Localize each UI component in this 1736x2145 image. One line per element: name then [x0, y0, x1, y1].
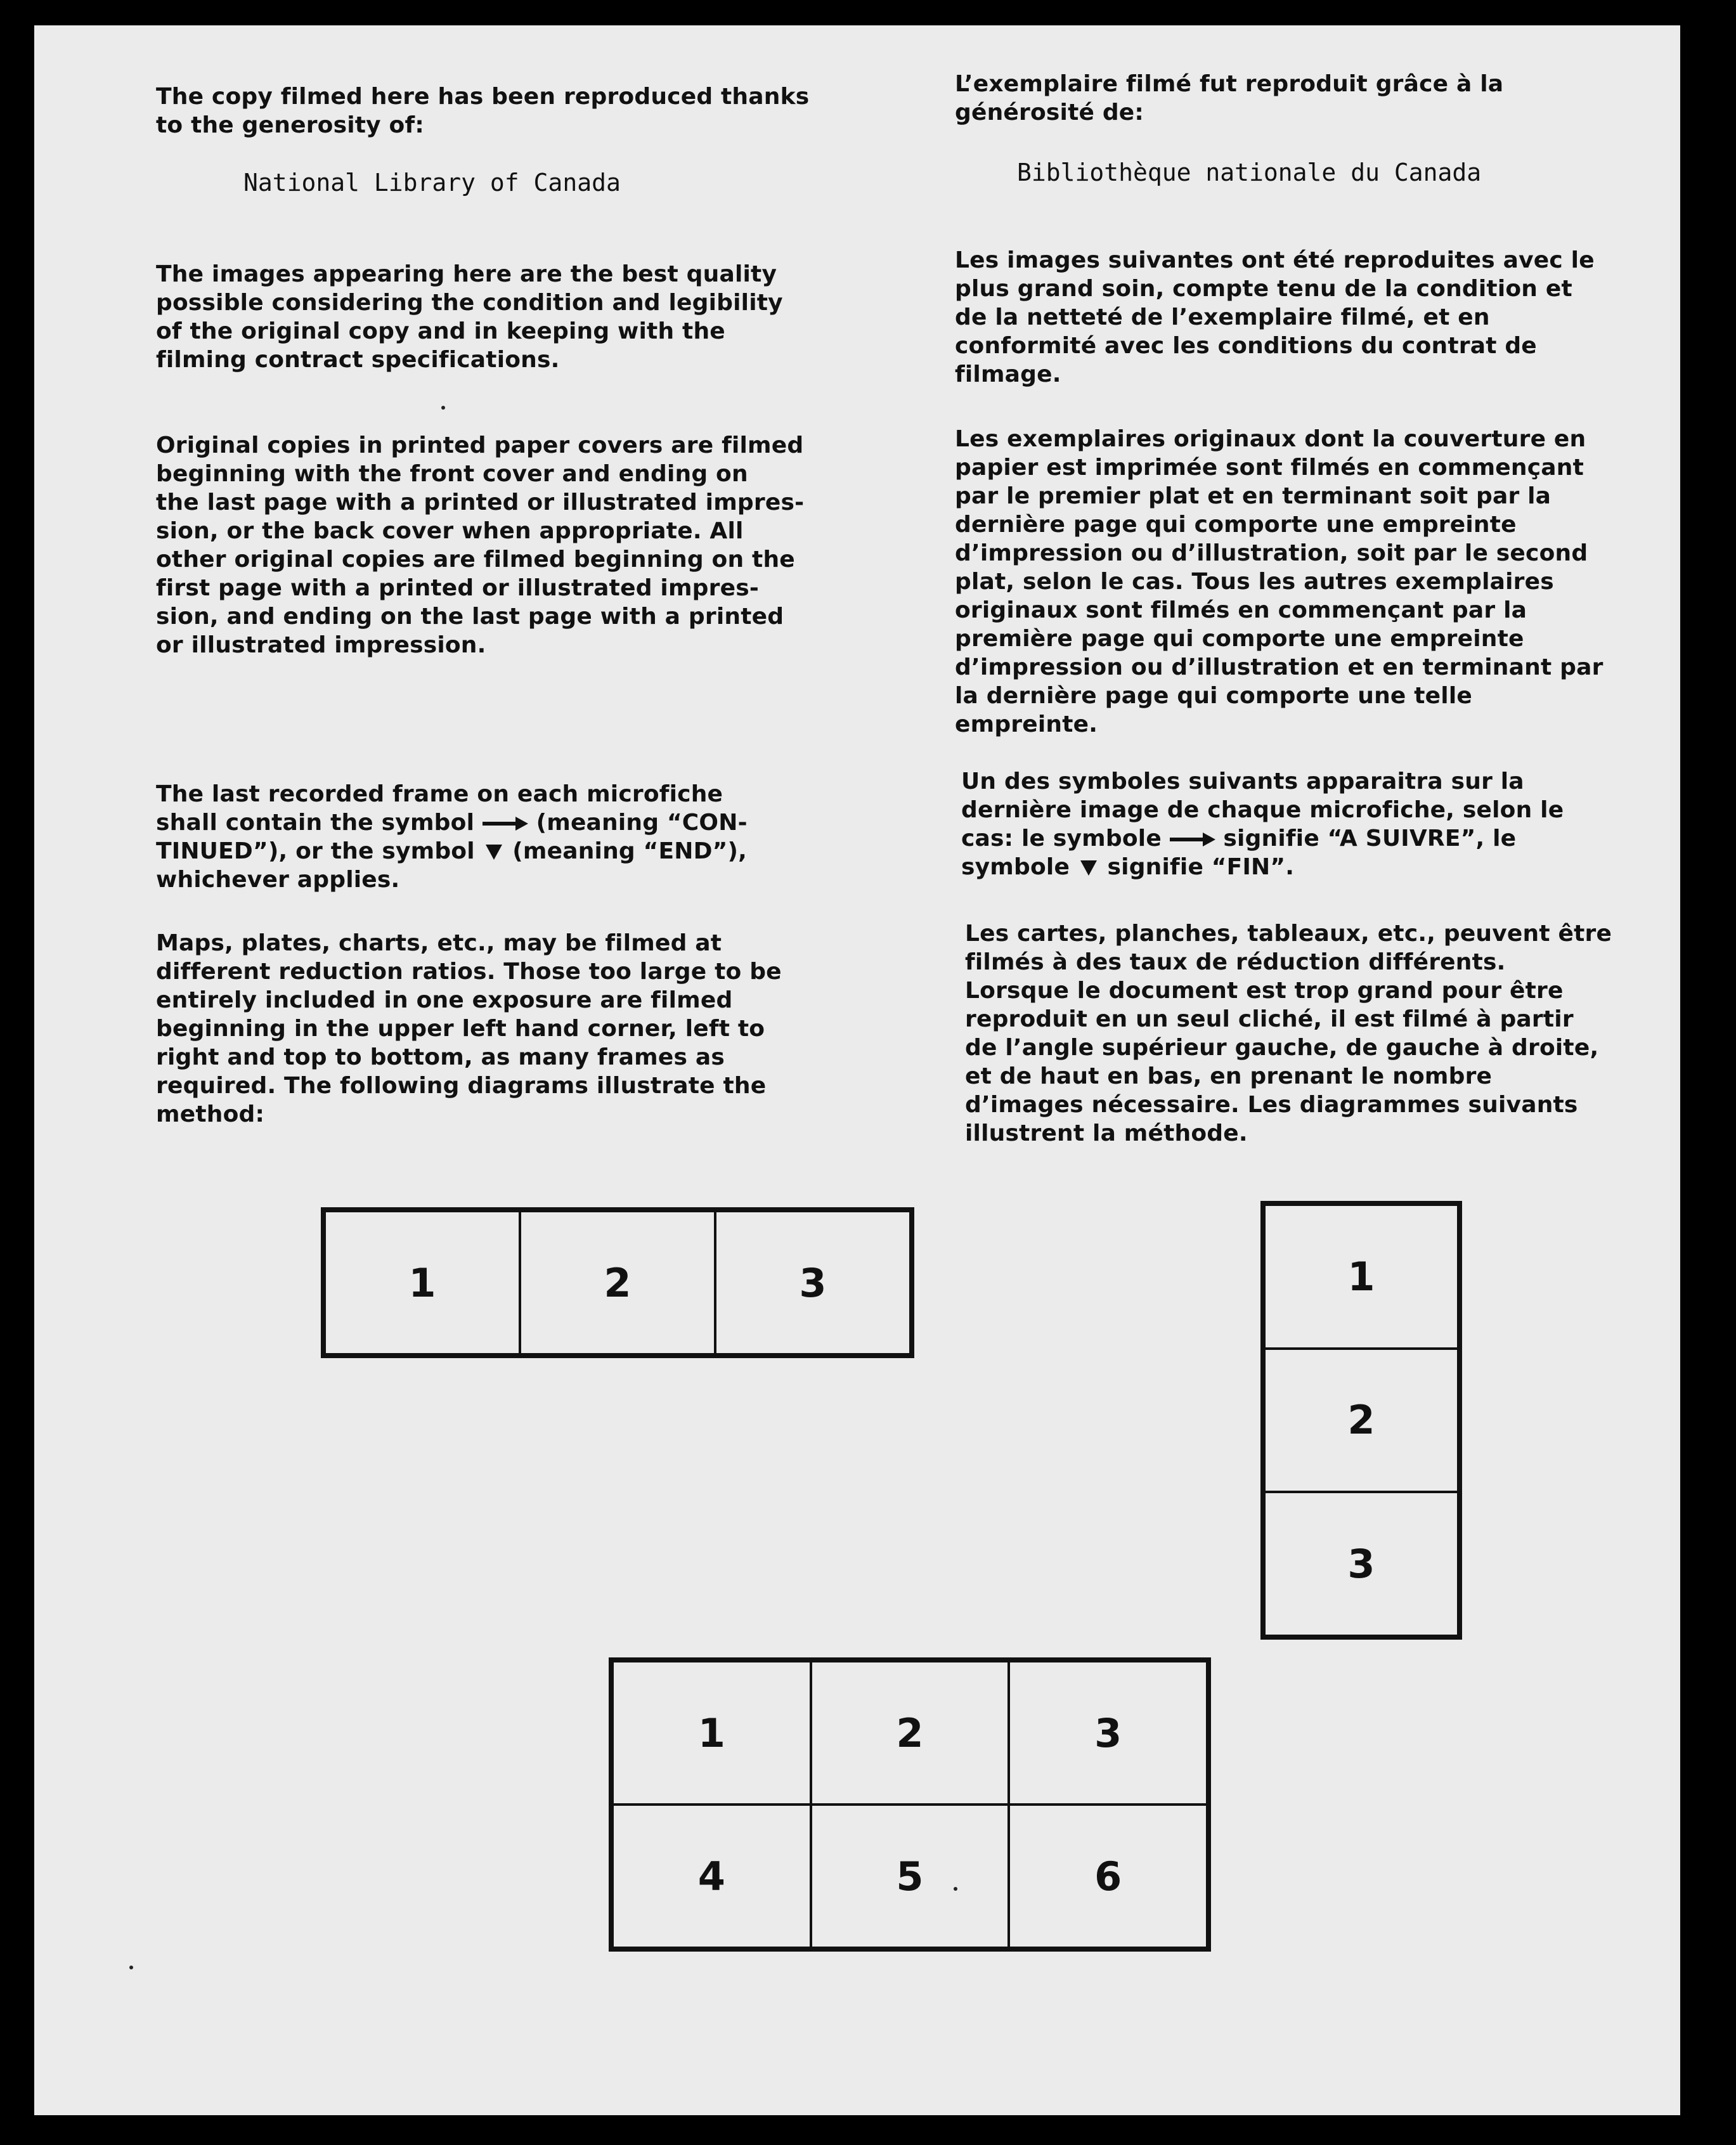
scan-speck	[441, 406, 445, 410]
diagram-row-three	[321, 1207, 914, 1358]
frame-cell: 1	[1264, 1205, 1458, 1349]
symbols-text-fr: signifie “A SUIVRE”, le	[1215, 826, 1517, 852]
symbols-line-3-fr	[961, 824, 1671, 853]
filmed-document-page	[34, 25, 1680, 2115]
institution-name-en: National Library of Canada	[243, 169, 621, 197]
frame-cell: 3	[715, 1211, 910, 1354]
frame-cell: 3	[1009, 1661, 1207, 1805]
symbols-paragraph-fr	[961, 767, 1671, 881]
original-copies-paragraph-fr: Les exemplaires originaux dont la couverture en papier est imprimée sont filmés en commençant par le premier plat et en terminant soit par la dernière page qui comporte une empreinte d’impression ou d’illustration, soit par le second plat, selon le cas. Tous les autres exemplaires originaux sont filmés en commençant par la première page qui comporte une empreinte d’impression ou d’illustration et en terminant par la dernière page qui comporte une telle empreinte.	[955, 426, 1603, 737]
symbols-text-en: (meaning “END”),	[504, 838, 748, 864]
frame-cell: 1	[612, 1661, 811, 1805]
maps-paragraph-fr: Les cartes, planches, tableaux, etc., peuvent être filmés à des taux de réduction différents. Lorsque le document est trop grand pour être reproduit en un seul cliché, il est filmé à partir de l’angle supérieur gauche, de gauche à droite, et de haut en bas, en prenant le nombre d’images nécessaire. Les diagrammes suivants illustrent la méthode.	[965, 921, 1612, 1146]
triangle-down-icon	[1080, 860, 1097, 876]
frame-cell: 2	[1264, 1349, 1458, 1493]
frame-cell: 1	[325, 1211, 520, 1354]
frame-cell: 6	[1009, 1805, 1207, 1948]
frame-cell: 2	[520, 1211, 715, 1354]
image-quality-paragraph-en: The images appearing here are the best quality possible considering the condition and legibility of the original copy and in keeping with the filming contract specifications.	[156, 261, 783, 373]
scan-speck	[954, 1887, 957, 1891]
symbols-line-2-fr: dernière image de chaque microfiche, selon le	[961, 797, 1564, 823]
original-copies-paragraph-en: Original copies in printed paper covers are filmed beginning with the front cover and ending on the last page with a printed or illustrated impres- sion, or the back cover when appropriate. All other original copies are filmed beginning on the first page with a printed or illustrated impres- sion, and ending on the last page with a printed or illustrated impression.	[156, 432, 805, 658]
symbols-text-fr: cas: le symbole	[961, 826, 1170, 852]
frame-cell: 4	[612, 1805, 811, 1948]
triangle-down-icon	[486, 845, 502, 860]
symbols-text-en: (meaning “CON-	[528, 810, 748, 836]
symbols-line-2-en	[156, 808, 885, 837]
diagram-grid-six	[609, 1657, 1211, 1952]
frame-cell: 5	[811, 1805, 1009, 1948]
maps-paragraph-en: Maps, plates, charts, etc., may be filmed at different reduction ratios. Those too large to be entirely included in one exposure are filmed beginning in the upper left hand corner, left to right and top to bottom, as many frames as required. The following diagrams illustrate the method:	[156, 930, 782, 1127]
arrow-icon	[483, 819, 528, 828]
symbols-line-1-en: The last recorded frame on each microfiche	[156, 781, 723, 807]
institution-name-fr: Bibliothèque nationale du Canada	[1017, 159, 1482, 186]
symbols-line-4-en: whichever applies.	[156, 867, 400, 893]
diagram-column-three	[1260, 1201, 1462, 1640]
symbols-paragraph-en	[156, 780, 885, 894]
credit-heading-fr: L’exemplaire filmé fut reproduit grâce à la générosité de:	[955, 71, 1504, 126]
symbols-line-4-fr	[961, 853, 1671, 881]
symbols-line-3-en	[156, 837, 885, 865]
symbols-line-1-fr: Un des symboles suivants apparaitra sur la	[961, 768, 1524, 794]
symbols-text-en: shall contain the symbol	[156, 810, 483, 836]
image-quality-paragraph-fr: Les images suivantes ont été reproduites avec le plus grand soin, compte tenu de la condition et de la netteté de l’exemplaire filmé, et en conformité avec les conditions du contrat de filmage.	[955, 247, 1595, 387]
scan-speck	[129, 1966, 133, 1969]
frame-cell: 2	[811, 1661, 1009, 1805]
symbols-text-fr: symbole	[961, 854, 1078, 880]
symbols-text-fr: signifie “FIN”.	[1099, 854, 1295, 880]
symbols-text-en: TINUED”), or the symbol	[156, 838, 483, 864]
frame-cell: 3	[1264, 1492, 1458, 1636]
arrow-icon	[1170, 835, 1215, 844]
credit-heading-en: The copy filmed here has been reproduced thanks to the generosity of:	[156, 84, 810, 138]
